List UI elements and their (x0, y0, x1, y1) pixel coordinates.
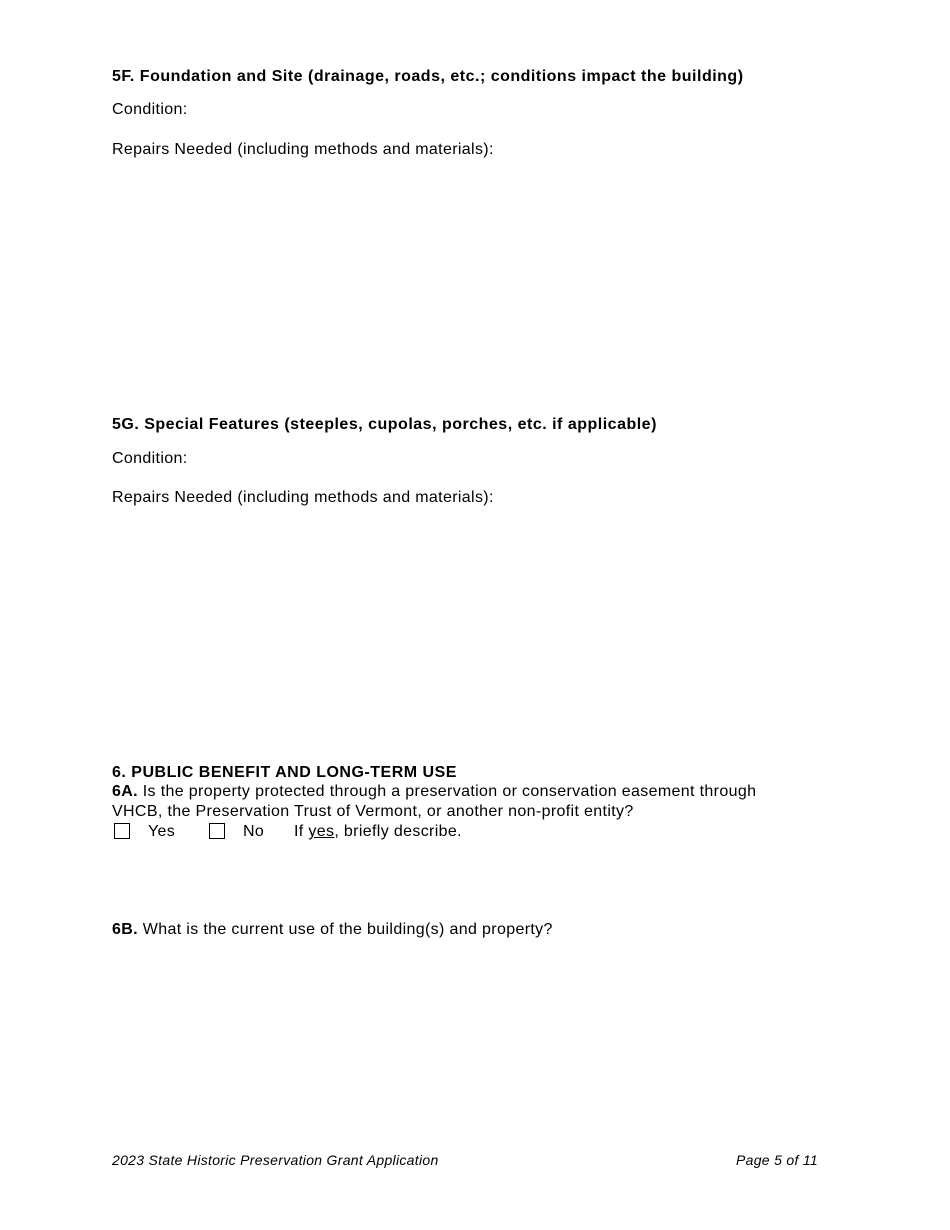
section-5f-repairs-label: Repairs Needed (including methods and materials): (112, 141, 494, 158)
yes-label: Yes (148, 823, 176, 840)
footer-title: 2023 State Historic Preservation Grant Application (112, 1152, 439, 1168)
section-5g-condition-label: Condition: (112, 450, 188, 467)
section-5f-repairs-field[interactable] (112, 162, 832, 402)
section-5f-heading: 5F. Foundation and Site (drainage, roads, etc.; conditions impact the building) (112, 68, 744, 85)
question-6b-number: 6B. (112, 921, 138, 938)
question-6a-description-field[interactable] (112, 846, 832, 918)
describe-instruction (294, 822, 462, 842)
section-5g-repairs-label: Repairs Needed (including methods and materials): (112, 489, 494, 506)
question-6b-text: What is the current use of the building(s) and property? (137, 921, 553, 938)
section-5g-condition-field[interactable] (112, 469, 832, 487)
question-6b-answer-field[interactable] (112, 944, 832, 1134)
section-5f-condition-label: Condition: (112, 101, 188, 118)
section-5g-heading: 5G. Special Features (steeples, cupolas, porches, etc. if applicable) (112, 416, 657, 433)
question-6a-line2: VHCB, the Preservation Trust of Vermont, or another non-profit entity? (112, 803, 634, 820)
question-6b (112, 920, 553, 940)
describe-prefix: If (294, 823, 309, 840)
section-6-heading: 6. PUBLIC BENEFIT AND LONG-TERM USE (112, 764, 457, 781)
question-6a-number: 6A. (112, 783, 138, 800)
no-checkbox[interactable] (209, 823, 225, 839)
question-6a-line1 (112, 782, 756, 802)
no-label: No (243, 823, 265, 840)
describe-suffix: , briefly describe. (334, 823, 462, 840)
describe-underlined: yes (308, 823, 335, 840)
footer-page-number: Page 5 of 11 (736, 1152, 818, 1168)
section-5g-repairs-field[interactable] (112, 510, 832, 750)
yes-checkbox[interactable] (114, 823, 130, 839)
section-5f-condition-field[interactable] (112, 120, 832, 138)
question-6a-text: Is the property protected through a preservation or conservation easement through (137, 783, 757, 800)
